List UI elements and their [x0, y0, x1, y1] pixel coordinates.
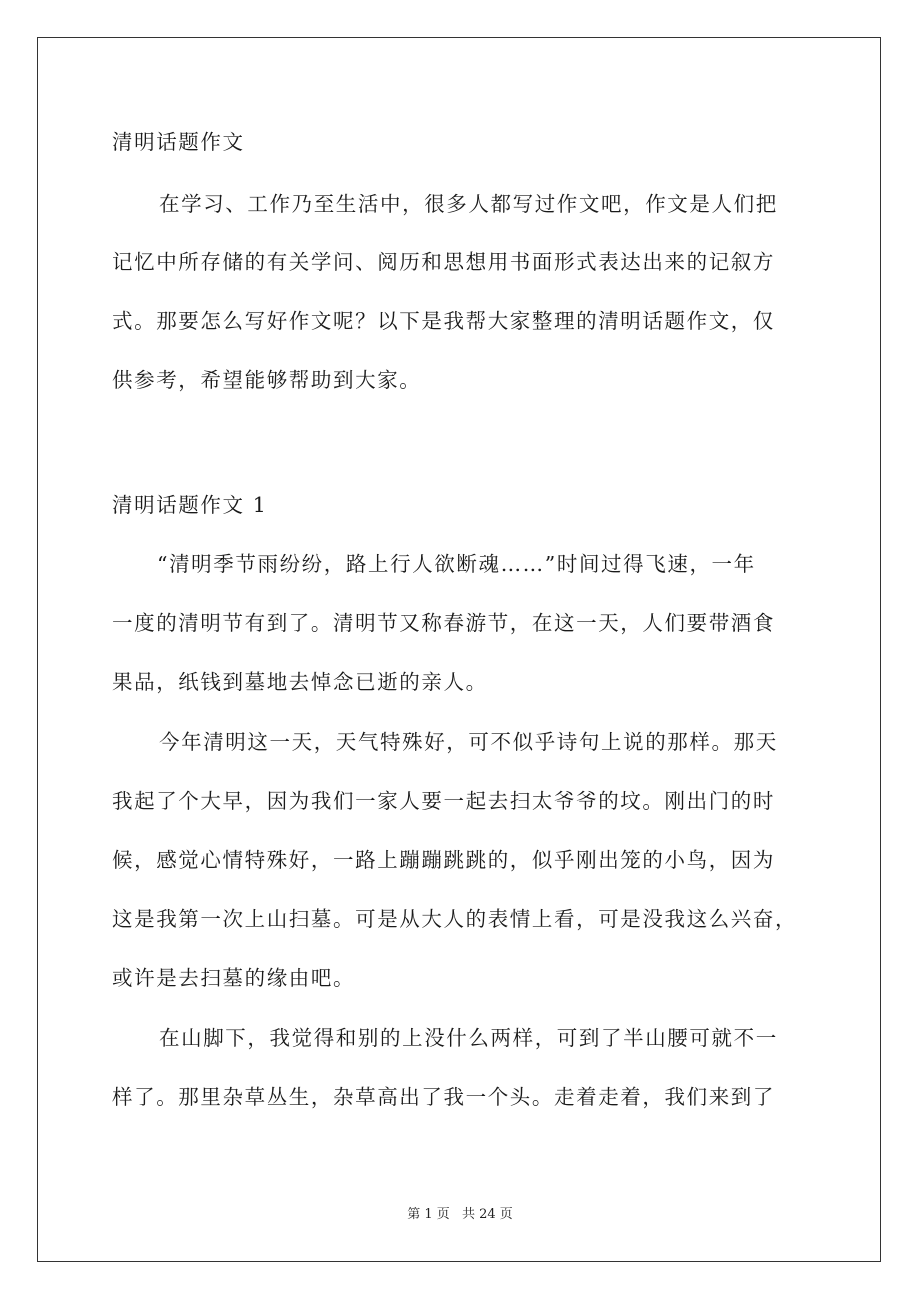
paragraph-line: 或许是去扫墓的缘由吧。 — [112, 966, 356, 990]
intro-line: 式。那要怎么写好作文呢？以下是我帮大家整理的清明话题作文，仅 — [112, 309, 775, 333]
page-total: 共 24 页 — [461, 1207, 513, 1222]
paragraph-line: 一度的清明节有到了。清明节又称春游节，在这一天，人们要带酒食 — [112, 611, 775, 635]
document-title: 清明话题作文 — [112, 130, 245, 154]
intro-line: 供参考，希望能够帮助到大家。 — [112, 368, 422, 392]
section-heading: 清明话题作文 1 — [112, 493, 268, 517]
paragraph-line: 样了。那里杂草丛生，杂草高出了我一个头。走着走着，我们来到了 — [112, 1085, 775, 1109]
paragraph-line: “清明季节雨纷纷，路上行人欲断魂……”时间过得飞速，一年 — [157, 552, 756, 576]
paragraph-line: 果品，纸钱到墓地去悼念已逝的亲人。 — [112, 670, 488, 694]
paragraph-line: 在山脚下，我觉得和别的上没什么两样，可到了半山腰可就不一 — [159, 1026, 778, 1050]
intro-line: 在学习、工作乃至生活中，很多人都写过作文吧，作文是人们把 — [159, 192, 778, 216]
page-number: 第 1 页 — [407, 1207, 450, 1222]
paragraph-line: 今年清明这一天，天气特殊好，可不似乎诗句上说的那样。那天 — [159, 730, 778, 754]
page-border — [37, 37, 881, 1262]
paragraph-line: 我起了个大早，因为我们一家人要一起去扫太爷爷的坟。刚出门的时 — [112, 789, 775, 813]
intro-line: 记忆中所存储的有关学问、阅历和思想用书面形式表达出来的记叙方 — [112, 250, 775, 274]
paragraph-line: 候，感觉心情特殊好，一路上蹦蹦跳跳的，似乎刚出笼的小鸟，因为 — [112, 848, 775, 872]
page-footer — [0, 1206, 920, 1224]
paragraph-line: 这是我第一次上山扫墓。可是从大人的表情上看，可是没我这么兴奋， — [112, 907, 798, 931]
